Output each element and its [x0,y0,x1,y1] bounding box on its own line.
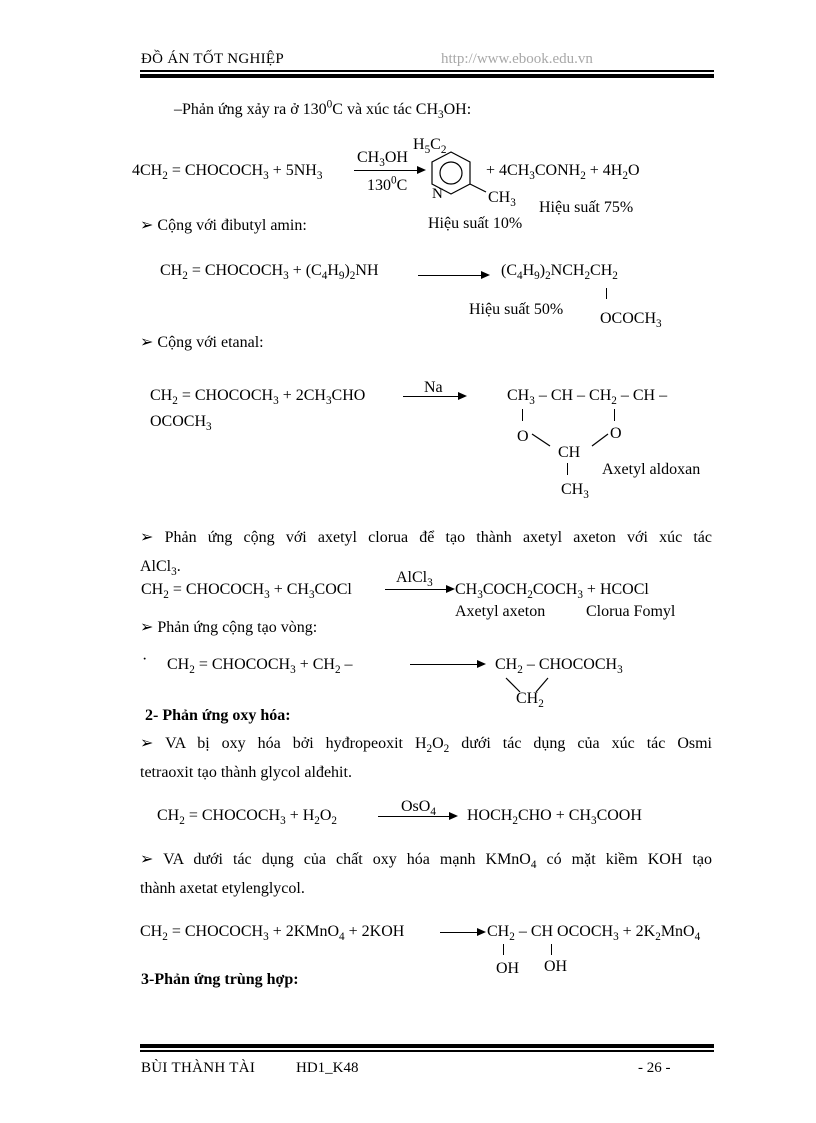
r3-bond-right [614,409,615,421]
r4-arrow [385,589,453,590]
r3-reactants: $CH_2$ = $CHOCOCH_3 + 2CH_3CHO$ [150,387,366,408]
r6-products: $HOCH_2CHO$ + $CH_3COOH$ [467,807,642,828]
r7-hydroxyl-left: OH [496,960,520,977]
r7-bond-left [503,944,504,955]
r3-ring-ch: CH [558,444,581,461]
r1-arrow [354,170,424,171]
bullet-etanal: ➢ Cộng với etanal: [140,334,264,351]
paragraph-h2o2: ➢ VA bị oxy hóa bởi hyđropeoxit $H_2O_2$ dưới tác dụng của xúc tác Osmi [140,735,712,756]
r7-reactants: $CH_2$ = $CHOCOCH_3$ + 2KMnO$_4$ + 2KOH [140,923,405,944]
paragraph-kmno4: ➢ VA dưới tác dụng của chất oxy hóa mạnh KMnO$_4$ có mặt kiềm KOH tạo [140,851,713,872]
bullet-acetyl-chloride-cont: AlCl$_3$. [140,558,181,579]
r3-name: Axetyl aldoxan [602,461,701,478]
header-title: ĐỒ ÁN TỐT NGHIỆP [141,51,284,67]
r3-acetoxy: $OCOCH_3$ [150,413,212,434]
footer-rule-thick [140,1044,714,1048]
r3-product-chain: $CH_3$ – CH – $CH_2$ – CH – [507,387,668,408]
heading-polymerization: 3-Phản ứng trùng hợp: [141,971,299,988]
header-rule-thick [140,74,714,78]
r3-arrow [403,396,465,397]
bullet-dibutylamine: ➢ Cộng với đibutyl amin: [140,217,307,234]
r6-arrow [378,816,456,817]
r4-name-formyl-chloride: Clorua Fomyl [586,603,676,620]
heading-oxidation: 2- Phản ứng oxy hóa: [145,707,291,724]
r3-bond-left [522,409,523,421]
paragraph-h2o2-cont: tetraoxit tạo thành glycol alđehit. [140,764,352,781]
r1-reactants: $4CH_2$ = $CHOCOCH_3 + 5NH_3$ [132,162,323,183]
r2-acetoxy: $OCOCH_3$ [600,310,662,331]
r5-product: $CH_2$ – $CHOCOCH_3$ [495,656,623,677]
r1-products: + $4CH_3CONH_2 + 4H_2O$ [486,162,640,183]
r2-reactants: $CH_2$ = $CHOCOCH_3 + (C_4H_9)_2NH$ [160,262,379,283]
r5-dot: · [142,651,148,668]
r3-oxygen-left: O [517,428,529,445]
r7-hydroxyl-right: OH [544,958,568,975]
footer-rule-thin [140,1050,714,1052]
r3-bond-bottom [567,463,568,475]
condition-line: –Phản ứng xảy ra ở $130^0C$ và xúc tác $CH_3OH$: [174,98,472,122]
r1-yield-10: Hiệu suất 10% [428,215,523,232]
footer-class-code: HD1_K48 [296,1060,359,1076]
r1-nitrogen: N [432,186,443,202]
r6-reactants: $CH_2$ = $CHOCOCH_3 + H_2O_2$ [157,807,338,828]
r1-methyl: $CH_3$ [488,189,516,210]
r3-oxygen-right: O [610,425,622,442]
r1-temperature: $130^0C$ [367,174,408,194]
pyridine-ring [430,150,540,210]
r2-product: $(C_4H_9)_2NCH_2CH_2$ [501,262,618,283]
r5-reactants: $CH_2$ = $CHOCOCH_3 + CH_2$ – [167,656,353,677]
paragraph-kmno4-cont: thành axetat etylenglycol. [140,880,305,897]
r7-products: $CH_2$ – CH $OCOCH_3 + 2K_2MnO_4$ [487,923,701,944]
r1-ethyl-label: $H_5C_2$ [413,136,447,157]
r6-catalyst: OsO$_4$ [401,798,436,819]
footer-author: BÙI THÀNH TÀI [141,1060,256,1076]
r7-bond-right [551,944,552,955]
bullet-acetyl-chloride: ➢ Phản ứng cộng với axetyl clorua để tạo thành axetyl axeton với xúc tác [140,529,712,546]
r2-yield: Hiệu suất 50% [469,301,564,318]
r1-yield-75: Hiệu suất 75% [539,199,634,216]
r4-products: $CH_3COCH_2COCH_3$ + HCOCl [455,581,649,602]
r5-arrow [410,664,484,665]
bullet-cycloaddition: ➢ Phản ứng cộng tạo vòng: [140,619,318,636]
r4-catalyst: AlCl$_3$ [396,569,433,590]
r5-ring-ch2: $CH_2$ [516,690,544,711]
r4-reactants: $CH_2$ = $CHOCOCH_3$ + $CH_3COCl$ [141,581,352,602]
header-rule-thin [140,70,714,72]
r1-catalyst: $CH_3OH$ [357,149,408,170]
r2-bond [606,288,607,299]
footer-page-number: - 26 - [638,1060,671,1076]
r2-arrow [418,275,488,276]
header-url: http://www.ebook.edu.vn [441,51,593,67]
r7-arrow [440,932,484,933]
r4-name-acetylacetone: Axetyl axeton [455,603,546,620]
r3-catalyst: Na [424,379,443,396]
r3-methyl: $CH_3$ [561,481,589,502]
